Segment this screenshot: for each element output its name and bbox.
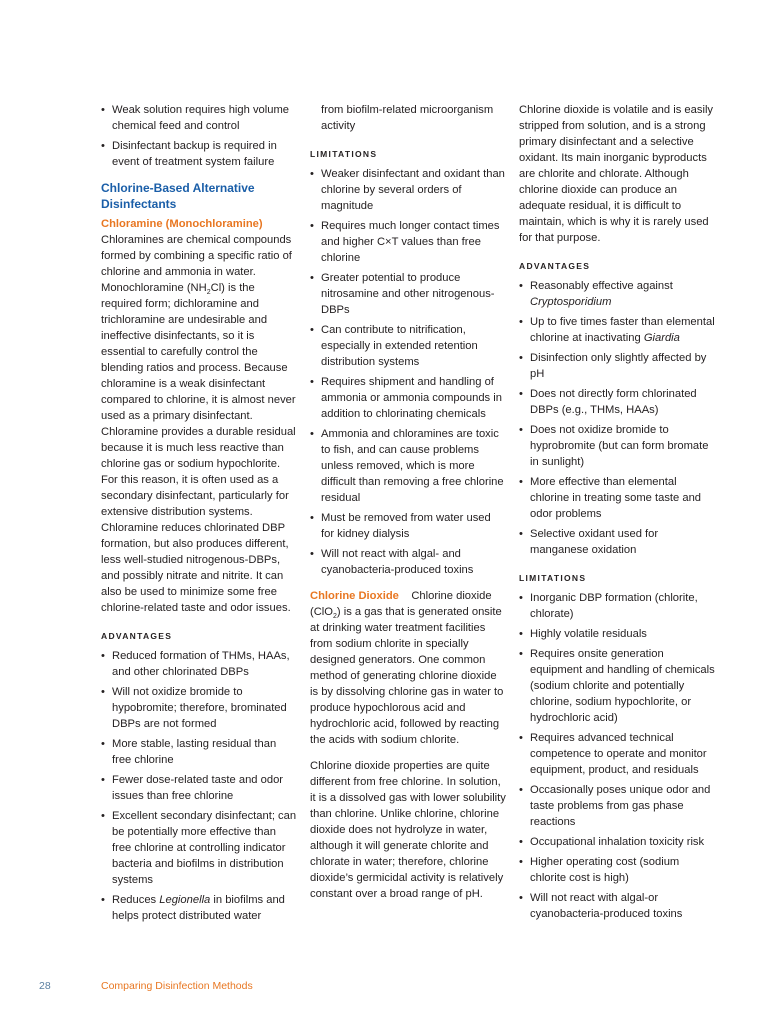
list-item: • Selective oxidant used for manganese oxidation <box>519 526 715 558</box>
list-item: • Reasonably effective against Cryptosporidium <box>519 278 715 310</box>
column-2 <box>310 102 506 912</box>
advantages-label: ADVANTAGES <box>101 631 173 641</box>
chlorine-dioxide-heading: Chlorine Dioxide <box>310 590 399 602</box>
list-item: • Reduces Legionella in biofilms and helps protect distributed water <box>101 892 297 924</box>
list-item: • Fewer dose-related taste and odor issues than free chlorine <box>101 772 297 804</box>
page-number: 28 <box>39 980 51 992</box>
limitations-label: LIMITATIONS <box>310 149 378 159</box>
list-item: • Must be removed from water used for kidney dialysis <box>310 510 506 542</box>
column-3 <box>519 102 715 932</box>
chloramine-limitations-list <box>310 166 506 578</box>
list-item: • Excellent secondary disinfectant; can be potentially more effective than free chlorine at controlling indicator bacteria and biofilms in distribution systems <box>101 808 297 888</box>
list-item: • Can contribute to nitrification, especially in extended retention distribution systems <box>310 322 506 370</box>
list-item: • Does not oxidize bromide to hyprobromite (but can form bromate in sunlight) <box>519 422 715 470</box>
list-item: • Weak solution requires high volume chemical feed and control <box>101 102 297 134</box>
list-item: • Up to five times faster than elemental chlorine at inactivating Giardia <box>519 314 715 346</box>
list-item: • Requires shipment and handling of ammonia or ammonia compounds in addition to chlorinating chemicals <box>310 374 506 422</box>
list-item: • Higher operating cost (sodium chlorite cost is high) <box>519 854 715 886</box>
continuation-text: from biofilm-related microorganism activity <box>321 104 494 132</box>
list-item: • Occasionally poses unique odor and taste problems from gas phase reactions <box>519 782 715 830</box>
list-item: • More effective than elemental chlorine in treating some taste and odor problems <box>519 474 715 522</box>
column-1 <box>101 102 297 934</box>
list-item: • More stable, lasting residual than free chlorine <box>101 736 297 768</box>
list-item: • Weaker disinfectant and oxidant than chlorine by several orders of magnitude <box>310 166 506 214</box>
list-item: • Requires onsite generation equipment and handling of chemicals (sodium chlorite and potentially chlorine, sodium hypochlorite, or hydrochloric acid) <box>519 646 715 726</box>
list-item: • Greater potential to produce nitrosamine and other nitrogenous-DBPs <box>310 270 506 318</box>
list-item: • Does not directly form chlorinated DBPs (e.g., THMs, HAAs) <box>519 386 715 418</box>
chlorine-dioxide-limitations-list <box>519 590 715 922</box>
list-item: • Occupational inhalation toxicity risk <box>519 834 715 850</box>
chloramine-advantages-list <box>101 648 297 924</box>
list-item: • Requires much longer contact times and higher C×T values than free chlorine <box>310 218 506 266</box>
list-item: • Ammonia and chloramines are toxic to fish, and can cause problems unless removed, which is more difficult than removing a free chlorine residual <box>310 426 506 506</box>
running-title: Comparing Disinfection Methods <box>101 980 253 992</box>
list-item: • Reduced formation of THMs, HAAs, and other chlorinated DBPs <box>101 648 297 680</box>
chloramine-subheading: Chloramine (Monochloramine) <box>101 218 263 230</box>
chlorine-dioxide-advantages-list <box>519 278 715 558</box>
chloramine-paragraph: Chloramines are chemical compounds formed by combining a specific ratio of chlorine and ammonia in water. Monochloramine $(NH_2Cl)$ is the required form; dichloramine and trichloramine are undesirable and ineffective disinfectants, so it is essential to carefully control the blending ratios and process. Because chloramine is a weak disinfectant compared to chlorine, it is almost never used as a primary disinfectant. Chloramine provides a durable residual because it is much less reactive than chlorine gas or sodium hypochlorite. For this reason, it is often used as a secondary disinfectant, particularly for extensive distribution systems. Chloramine reduces chlorinated DBP formation, but also produces different, less well-studied nitrogenous-DBPs, and possibly nitrate and nitrite. It can also be used to minimize some free chlorine-related taste and odor issues. <box>101 234 296 614</box>
list-item: • Disinfection only slightly affected by pH <box>519 350 715 382</box>
list-item: • Will not react with algal- and cyanobacteria-produced toxins <box>310 546 506 578</box>
list-item: • Requires advanced technical competence to operate and monitor equipment, product, and residuals <box>519 730 715 778</box>
list-item: • Inorganic DBP formation (chlorite, chlorate) <box>519 590 715 622</box>
chlorine-limitations-continued <box>101 102 297 170</box>
list-item: • Disinfectant backup is required in event of treatment system failure <box>101 138 297 170</box>
chlorine-dioxide-paragraph: Chlorine dioxide properties are quite different from free chlorine. In solution, it is a dissolved gas with lower solubility than chlorine. Unlike chlorine, chlorine dioxide does not hydrolyze in water, although it will generate chlorite and chlorate in water; therefore, chlorine dioxide’s germicidal activity is relatively constant over a broad range of pH. <box>310 760 506 900</box>
section-heading: Chlorine-Based Alternative Disinfectants <box>101 181 255 211</box>
list-item: • Highly volatile residuals <box>519 626 715 642</box>
list-item: • Will not react with algal-or cyanobacteria-produced toxins <box>519 890 715 922</box>
limitations-label: LIMITATIONS <box>519 573 587 583</box>
list-item: • Will not oxidize bromide to hypobromite; therefore, brominated DBPs are not formed <box>101 684 297 732</box>
advantages-label: ADVANTAGES <box>519 261 591 271</box>
chlorine-dioxide-intro: Chlorine Dioxide Chlorine dioxide (ClO$_2$) is a gas that is generated onsite at drinking water treatment facilities from sodium chlorite in specially designed generators. One common method of generating chlorine dioxide is by dissolving chlorine gas in water to produce hypochlorous acid and hydrochloric acid, followed by reacting the acids with sodium chlorite. <box>310 590 504 746</box>
chlorine-dioxide-summary: Chlorine dioxide is volatile and is easily stripped from solution, and is a strong primary disinfectant and a selective oxidant. Its main inorganic byproducts are chlorite and chlorate. Although chlorine dioxide can produce an adequate residual, it is difficult to maintain, which is why it is rarely used for that purpose. <box>519 104 714 244</box>
